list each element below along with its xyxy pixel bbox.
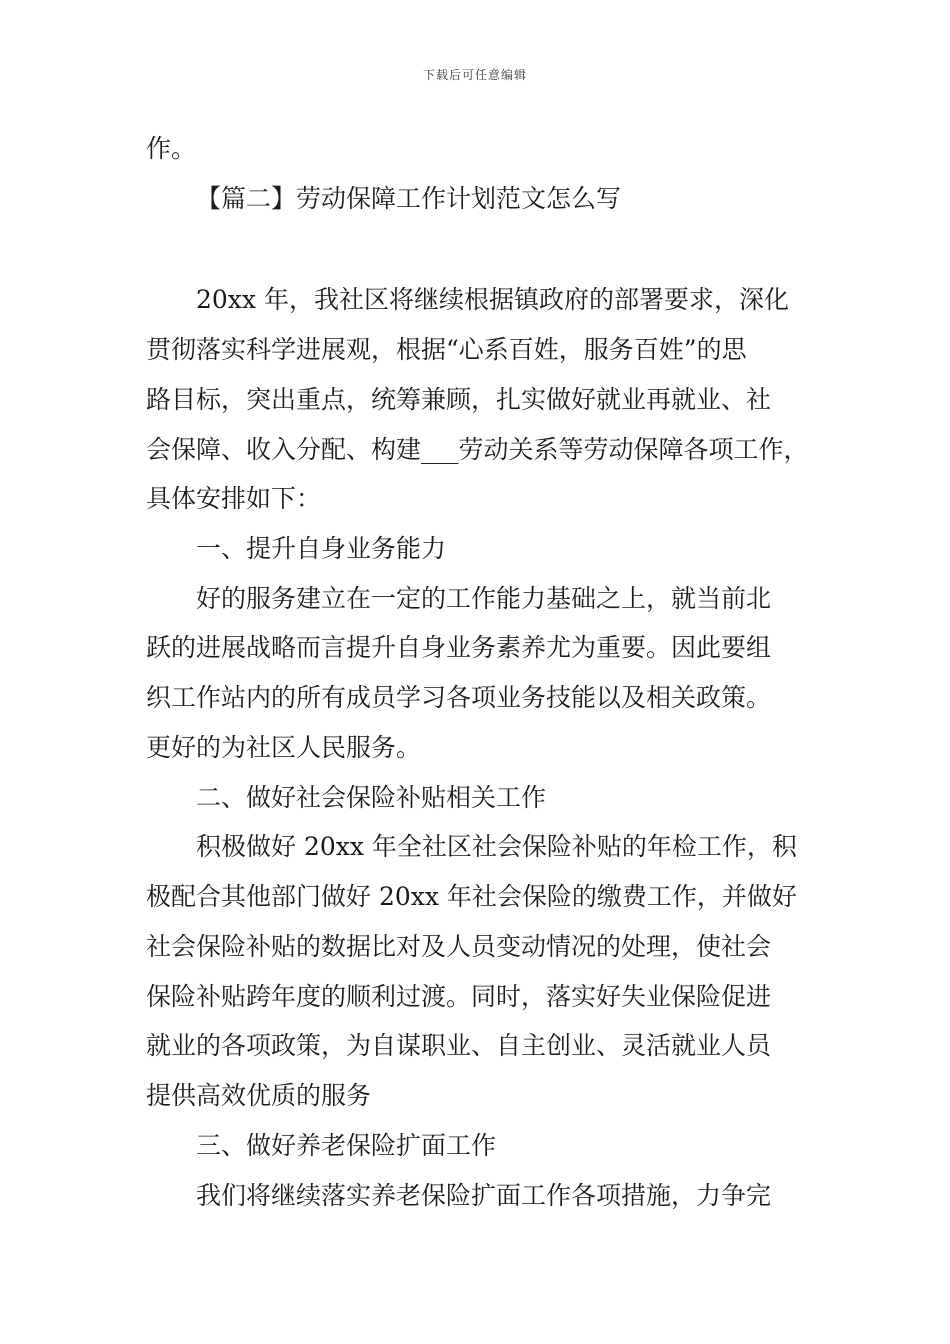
subsection-heading: 一、提升自身业务能力 — [196, 534, 447, 563]
page-header-note: 下载后可任意编辑 — [422, 68, 527, 82]
text-line: 更好的为社区人民服务。 — [146, 733, 422, 762]
text-line: 社会保险补贴的数据比对及人员变动情况的处理，使社会 — [146, 932, 772, 961]
section-heading: 【篇二】劳动保障工作计划范文怎么写 — [196, 184, 622, 213]
text-line: 保险补贴跨年度的顺利过渡。同时，落实好失业保险促进 — [146, 982, 772, 1011]
text-line: 20xx 年，我社区将继续根据镇政府的部署要求，深化 — [196, 285, 789, 314]
text-line: 提供高效优质的服务 — [146, 1081, 372, 1110]
subsection-heading: 三、做好养老保险扩面工作 — [196, 1131, 497, 1160]
text-line: 路目标，突出重点，统筹兼顾，扎实做好就业再就业、社 — [146, 385, 772, 414]
text-line: 跃的进展战略而言提升自身业务素养尤为重要。因此要组 — [146, 633, 772, 662]
text-line: 好的服务建立在一定的工作能力基础之上，就当前北 — [196, 584, 772, 613]
subsection-heading: 二、做好社会保险补贴相关工作 — [196, 783, 547, 812]
text-line: 就业的各项政策，为自谋职业、自主创业、灵活就业人员 — [146, 1031, 772, 1060]
text-line: 会保障、收入分配、构建___劳动关系等劳动保障各项工作， — [146, 435, 809, 464]
text-line: 我们将继续落实养老保险扩面工作各项措施，力争完 — [196, 1181, 772, 1210]
text-line: 具体安排如下： — [146, 484, 322, 513]
text-line: 作。 — [146, 134, 197, 163]
text-line: 贯彻落实科学进展观，根据“心系百姓，服务百姓”的思 — [146, 335, 747, 364]
text-line: 积极做好 20xx 年全社区社会保险补贴的年检工作，积 — [196, 832, 797, 861]
text-line: 极配合其他部门做好 20xx 年社会保险的缴费工作，并做好 — [146, 882, 797, 911]
text-line: 织工作站内的所有成员学习各项业务技能以及相关政策。 — [146, 683, 772, 712]
